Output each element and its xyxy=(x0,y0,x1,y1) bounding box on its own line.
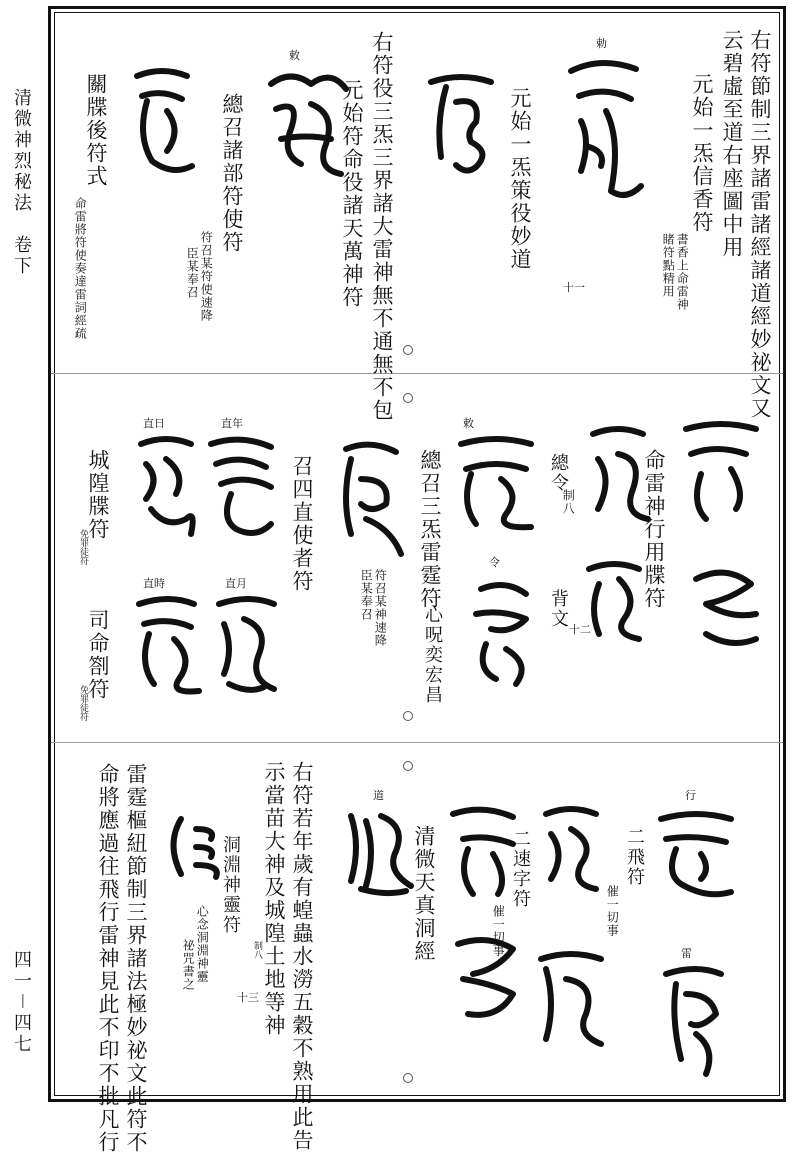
text-column: 二飛符 xyxy=(624,827,645,887)
binding-hole xyxy=(403,393,413,403)
note-column: 睹符點精用 xyxy=(661,233,676,298)
page-frame xyxy=(48,6,786,1154)
text-column: 右符節制三界諸雷諸經諸道經妙祕文又 xyxy=(748,29,773,420)
binding-hole xyxy=(403,761,413,771)
talisman-label: 直日 xyxy=(143,417,165,430)
talisman-figure xyxy=(451,429,541,534)
note-column: 催一切事 xyxy=(491,905,506,957)
talisman-label: 雷 xyxy=(681,947,692,960)
talisman-figure xyxy=(127,61,197,181)
note-column: 免罪徒符 xyxy=(78,529,88,565)
text-column: 總召三炁雷霆符 xyxy=(418,449,443,610)
text-column: 命雷神行用牒符 xyxy=(642,449,667,610)
text-column: 二速字符 xyxy=(510,829,531,909)
talisman-figure xyxy=(651,804,741,904)
talisman-figure xyxy=(443,929,523,1029)
talisman-label: 勅 xyxy=(596,37,607,50)
talisman-figure xyxy=(656,959,731,1079)
binding-hole xyxy=(403,345,413,355)
note-column: 制八 xyxy=(252,941,262,959)
text-column: 城隍牒符 xyxy=(86,449,111,541)
text-column: 右符若年歲有蝗蟲水澇五穀不熟用此告 xyxy=(290,761,315,1152)
talisman-figure xyxy=(531,944,611,1054)
talisman-label: 令 xyxy=(489,556,500,569)
text-column: 右符役三炁三界諸大雷神無不通無不包 xyxy=(370,31,395,422)
talisman-figure xyxy=(131,429,201,539)
note-column: 命雷將符使奏達雷詞經疏 xyxy=(73,197,88,340)
talisman-label: 直年 xyxy=(221,417,243,430)
text-column: 背文 xyxy=(548,589,569,629)
page-number: 四一－四七 xyxy=(11,950,32,1055)
binding-hole xyxy=(403,711,413,721)
talisman-figure xyxy=(129,589,204,699)
note-column: 臣某奉召 xyxy=(359,569,374,621)
text-column: 心呪奕宏昌 xyxy=(422,605,443,705)
panel-divider-2 xyxy=(51,742,783,743)
talisman-label: 道 xyxy=(373,789,384,802)
text-column: 洞淵神靈符 xyxy=(220,835,241,935)
talisman-label: 敕 xyxy=(463,417,474,430)
note-column: 免罪徒符 xyxy=(78,685,88,721)
talisman-figure xyxy=(443,799,523,899)
page-section-number: 十二 xyxy=(569,623,591,636)
talisman-figure xyxy=(421,67,501,182)
talisman-figure xyxy=(331,434,411,564)
text-column: 雷霆樞紐節制三界諸法極妙祕文此符不 xyxy=(124,763,149,1154)
talisman-label: 直時 xyxy=(143,577,165,590)
text-column: 元始一炁策役妙道 xyxy=(508,87,533,271)
talisman-figure xyxy=(261,64,351,184)
text-column: 清微天真洞經 xyxy=(412,825,437,963)
talisman-figure xyxy=(466,569,536,689)
text-column: 示當苗大神及城隍土地等神 xyxy=(262,761,287,1037)
text-column: 司命劄符 xyxy=(86,609,111,701)
talisman-figure xyxy=(201,429,281,539)
note-column: 書香上命雷神 xyxy=(675,233,690,311)
text-column: 關牒後符式 xyxy=(84,73,109,188)
page-section-number: 十三 xyxy=(237,991,259,1004)
text-column: 命將應過往飛行雷神見此不印不批凡行 xyxy=(96,763,121,1154)
note-column: 祕咒書之 xyxy=(181,939,196,991)
talisman-figure xyxy=(341,801,416,896)
text-column: 總令 xyxy=(548,453,569,493)
text-column: 總召諸部符使符 xyxy=(220,93,245,254)
book-title: 清微神烈秘法 卷下 xyxy=(11,88,32,277)
note-column: 制八 xyxy=(561,489,576,515)
talisman-figure xyxy=(536,799,606,894)
note-column: 符召某符使速降 xyxy=(199,231,214,322)
note-column: 臣某奉召 xyxy=(185,247,200,299)
text-column: 召四直使者符 xyxy=(290,455,315,593)
talisman-figure xyxy=(561,51,646,201)
page-section-number: 十一 xyxy=(563,281,585,294)
talisman-label: 直月 xyxy=(225,577,247,590)
note-column: 符召某神速降 xyxy=(373,569,388,647)
talisman-figure xyxy=(583,419,653,529)
panel-divider-1 xyxy=(51,373,783,374)
text-column: 云碧虛至道右座圖中用 xyxy=(720,29,745,259)
talisman-label: 敕 xyxy=(289,49,300,62)
talisman-figure xyxy=(209,589,284,699)
binding-hole xyxy=(403,1073,413,1083)
note-column: 催一切事 xyxy=(605,885,620,937)
talisman-label: 行 xyxy=(685,789,696,802)
text-column: 元始符命役諸天萬神符 xyxy=(340,79,365,309)
text-column: 元始一炁信香符 xyxy=(690,73,715,234)
note-column: 心念洞淵神靈 xyxy=(195,905,210,983)
talisman-figure xyxy=(676,414,761,654)
